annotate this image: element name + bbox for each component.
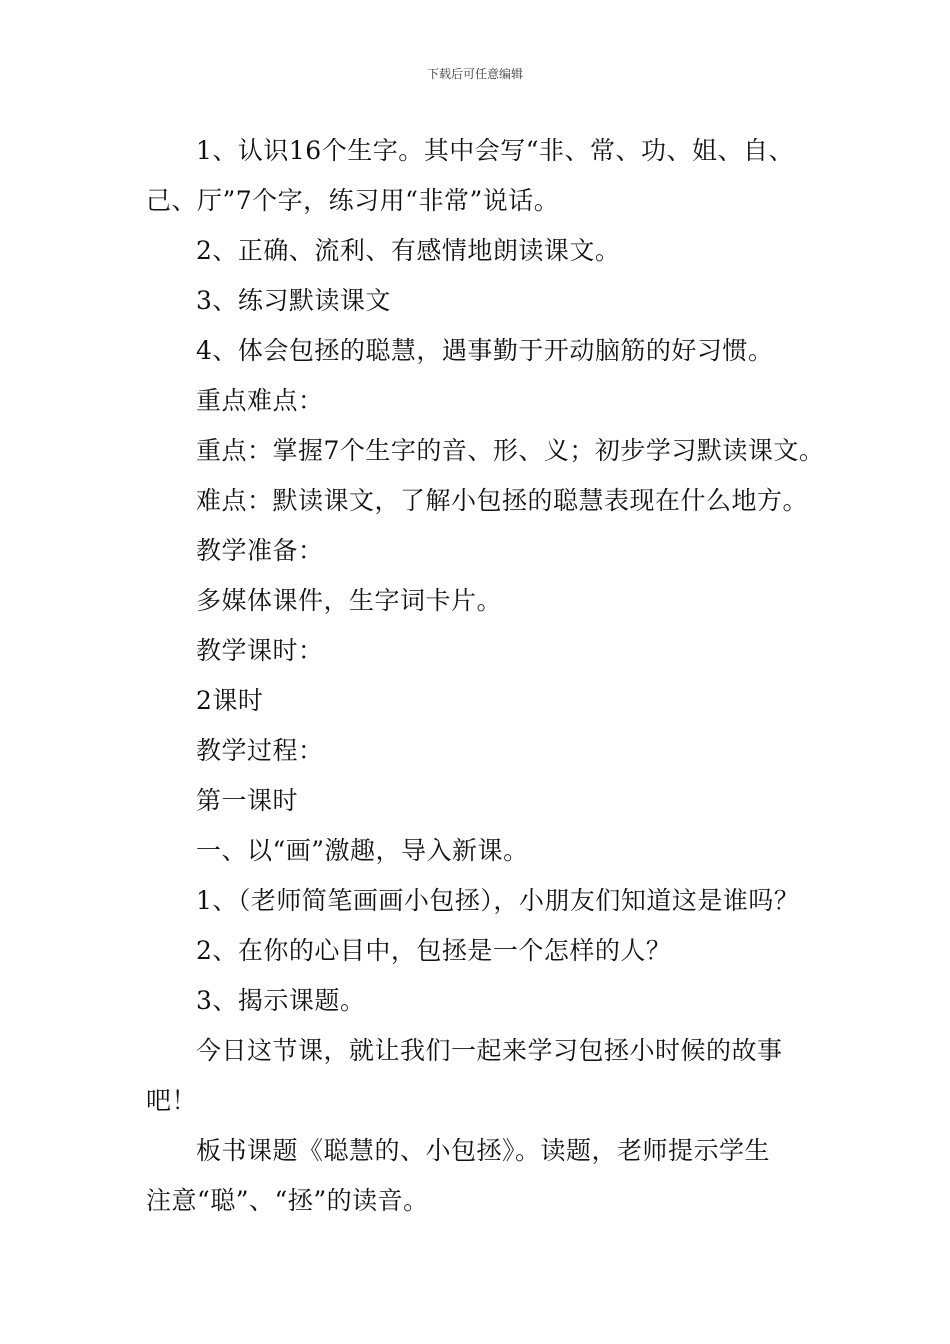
paragraph-line: 己、厅”7个字，练习用“非常”说话。 [146, 186, 560, 215]
paragraph-line: 3、揭示课题。 [196, 986, 366, 1015]
section-heading: 重点难点： [196, 386, 324, 415]
paragraph-line: 今日这节课，就让我们一起来学习包拯小时候的故事 [196, 1036, 783, 1065]
paragraph-line: 1、（老师简笔画画小包拯），小朋友们知道这是谁吗？ [196, 886, 800, 915]
section-heading: 教学过程： [196, 736, 324, 765]
section-heading: 教学课时： [196, 636, 324, 665]
paragraph-line: 吧！ [146, 1086, 198, 1115]
paragraph-line: 多媒体课件，生字词卡片。 [196, 586, 503, 615]
paragraph-line: 2课时 [196, 686, 264, 715]
section-heading: 教学准备： [196, 536, 324, 565]
page-header-note: 下载后可任意编辑 [426, 67, 523, 81]
paragraph-line: 难点：默读课文，了解小包拯的聪慧表现在什么地方。 [196, 486, 809, 515]
document-body [146, 126, 826, 1226]
paragraph-line: 2、正确、流利、有感情地朗读课文。 [196, 236, 621, 265]
paragraph-line: 注意“聪”、“拯”的读音。 [146, 1186, 429, 1215]
paragraph-line: 一、以“画”激趣，导入新课。 [196, 836, 529, 865]
paragraph-line: 2、在你的心目中，包拯是一个怎样的人？ [196, 936, 672, 965]
paragraph-line: 重点：掌握7个生字的音、形、义；初步学习默读课文。 [196, 436, 825, 465]
paragraph-line: 3、练习默读课文 [196, 286, 391, 315]
paragraph-line: 1、认识16个生字。其中会写“非、常、功、姐、自、 [196, 136, 794, 165]
paragraph-line: 4、体会包拯的聪慧，遇事勤于开动脑筋的好习惯。 [196, 336, 774, 365]
section-heading: 第一课时 [196, 786, 299, 815]
paragraph-line: 板书课题《聪慧的、小包拯》。读题，老师提示学生 [196, 1136, 771, 1165]
